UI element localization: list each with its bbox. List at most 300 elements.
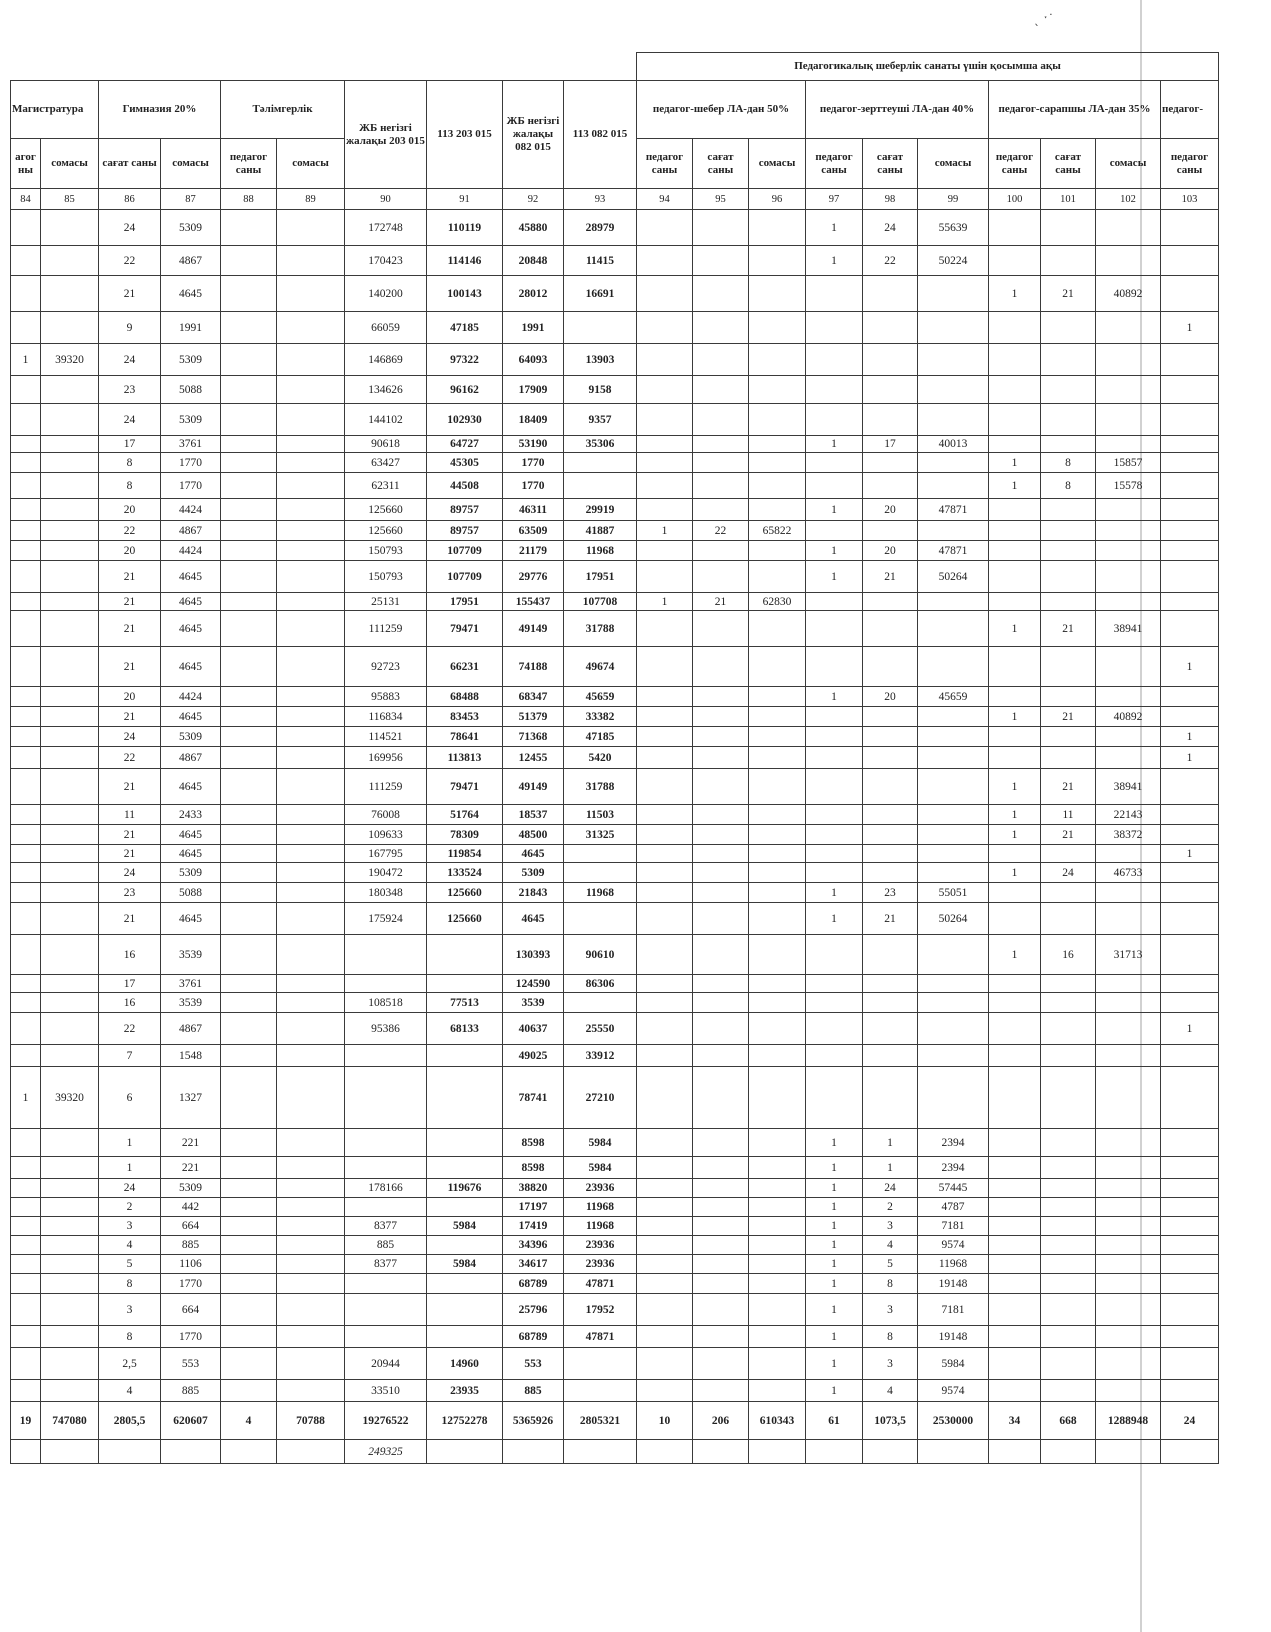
empty-cell xyxy=(806,1440,863,1464)
total-cell: 206 xyxy=(693,1402,749,1440)
table-cell xyxy=(1041,312,1096,344)
table-cell: 62311 xyxy=(345,473,427,499)
table-cell: 23935 xyxy=(427,1380,503,1402)
table-cell: 8 xyxy=(863,1274,918,1294)
table-cell xyxy=(1096,647,1161,687)
table-cell: 21 xyxy=(1041,276,1096,312)
table-cell xyxy=(1161,1294,1219,1326)
table-cell xyxy=(749,344,806,376)
table-cell xyxy=(277,769,345,805)
table-cell xyxy=(749,845,806,863)
table-cell xyxy=(221,747,277,769)
sub-somasy: сомасы xyxy=(41,139,99,189)
table-cell xyxy=(806,376,863,404)
total-cell: 12752278 xyxy=(427,1402,503,1440)
table-cell xyxy=(693,935,749,975)
table-cell xyxy=(749,1045,806,1067)
table-cell xyxy=(1096,210,1161,246)
table-cell: 46311 xyxy=(503,499,564,521)
table-cell: 77513 xyxy=(427,993,503,1013)
table-cell: 21 xyxy=(1041,769,1096,805)
table-cell xyxy=(806,935,863,975)
table-cell xyxy=(918,975,989,993)
total-cell: 61 xyxy=(806,1402,863,1440)
table-cell xyxy=(637,436,693,453)
table-cell xyxy=(749,499,806,521)
table-cell xyxy=(749,312,806,344)
table-cell: 24 xyxy=(99,344,161,376)
table-cell xyxy=(1096,1198,1161,1217)
table-cell xyxy=(989,376,1041,404)
table-cell xyxy=(277,593,345,611)
table-cell: 1 xyxy=(637,521,693,541)
table-cell xyxy=(1041,1255,1096,1274)
table-cell xyxy=(277,805,345,825)
table-cell xyxy=(806,593,863,611)
table-row xyxy=(11,210,1219,246)
table-cell: 4645 xyxy=(161,276,221,312)
table-cell xyxy=(11,1348,41,1380)
table-cell: 1 xyxy=(11,1067,41,1129)
column-number: 98 xyxy=(863,189,918,210)
table-cell xyxy=(806,993,863,1013)
table-cell xyxy=(693,376,749,404)
table-cell xyxy=(221,975,277,993)
table-cell: 114146 xyxy=(427,246,503,276)
table-cell xyxy=(221,687,277,707)
table-cell: 885 xyxy=(161,1236,221,1255)
table-cell: 1 xyxy=(806,1129,863,1157)
table-cell xyxy=(1096,1326,1161,1348)
table-cell xyxy=(693,473,749,499)
table-cell: 190472 xyxy=(345,863,427,883)
header-zertteushi: педагог-зерттеуші ЛА-дан 40% xyxy=(806,81,989,139)
table-cell xyxy=(277,825,345,845)
table-cell: 125660 xyxy=(345,499,427,521)
table-cell xyxy=(918,453,989,473)
table-cell xyxy=(749,805,806,825)
table-cell: 1 xyxy=(863,1157,918,1179)
table-cell xyxy=(11,1217,41,1236)
table-cell xyxy=(637,1013,693,1045)
table-cell xyxy=(749,1274,806,1294)
table-cell xyxy=(693,1294,749,1326)
table-row xyxy=(11,1013,1219,1045)
table-cell: 9574 xyxy=(918,1380,989,1402)
table-cell xyxy=(693,707,749,727)
table-cell: 21 xyxy=(99,276,161,312)
total-cell: 70788 xyxy=(277,1402,345,1440)
table-cell: 22 xyxy=(99,521,161,541)
table-cell xyxy=(693,276,749,312)
table-cell xyxy=(41,727,99,747)
sub-somasy: сомасы xyxy=(749,139,806,189)
table-cell xyxy=(1041,593,1096,611)
table-cell xyxy=(693,747,749,769)
table-cell: 102930 xyxy=(427,404,503,436)
table-cell xyxy=(564,453,637,473)
table-row xyxy=(11,647,1219,687)
table-cell: 5309 xyxy=(161,344,221,376)
table-cell: 4645 xyxy=(503,903,564,935)
table-cell xyxy=(41,404,99,436)
table-row xyxy=(11,1380,1219,1402)
table-cell xyxy=(749,210,806,246)
table-cell xyxy=(989,1380,1041,1402)
table-cell xyxy=(221,647,277,687)
table-cell xyxy=(277,453,345,473)
table-cell xyxy=(564,312,637,344)
table-cell: 21 xyxy=(1041,707,1096,727)
table-cell xyxy=(11,845,41,863)
table-cell xyxy=(637,541,693,561)
table-cell: 24 xyxy=(99,404,161,436)
table-cell xyxy=(806,647,863,687)
table-cell xyxy=(41,1348,99,1380)
table-cell: 1 xyxy=(1161,845,1219,863)
table-cell: 1 xyxy=(806,1217,863,1236)
table-cell xyxy=(863,647,918,687)
table-cell: 17951 xyxy=(564,561,637,593)
table-cell xyxy=(806,805,863,825)
table-cell xyxy=(637,1217,693,1236)
sub-pedagog: педагог саны xyxy=(989,139,1041,189)
table-cell xyxy=(1161,473,1219,499)
table-cell xyxy=(1096,687,1161,707)
table-cell xyxy=(989,1274,1041,1294)
table-cell xyxy=(41,1255,99,1274)
table-cell xyxy=(277,1274,345,1294)
table-cell: 1991 xyxy=(161,312,221,344)
table-cell xyxy=(749,1380,806,1402)
table-cell xyxy=(427,1274,503,1294)
header-sarapshy: педагог-сарапшы ЛА-дан 35% xyxy=(989,81,1161,139)
empty-cell xyxy=(99,1440,161,1464)
table-cell xyxy=(41,593,99,611)
table-cell xyxy=(221,1274,277,1294)
table-cell: 885 xyxy=(345,1236,427,1255)
table-cell xyxy=(427,1326,503,1348)
table-cell: 47871 xyxy=(564,1274,637,1294)
table-cell xyxy=(693,727,749,747)
table-cell xyxy=(1041,727,1096,747)
table-cell: 25796 xyxy=(503,1294,564,1326)
table-cell xyxy=(221,210,277,246)
table-cell xyxy=(918,611,989,647)
table-cell: 34617 xyxy=(503,1255,564,1274)
table-cell xyxy=(564,1348,637,1380)
empty-cell xyxy=(41,1440,99,1464)
table-cell xyxy=(221,805,277,825)
table-cell xyxy=(11,404,41,436)
table-cell: 21 xyxy=(1041,611,1096,647)
table-cell xyxy=(806,404,863,436)
table-cell xyxy=(277,883,345,903)
table-cell xyxy=(1041,436,1096,453)
table-cell: 150793 xyxy=(345,541,427,561)
table-cell xyxy=(637,747,693,769)
table-row xyxy=(11,727,1219,747)
table-cell: 8 xyxy=(1041,473,1096,499)
table-cell xyxy=(863,825,918,845)
table-cell xyxy=(11,647,41,687)
table-cell: 108518 xyxy=(345,993,427,1013)
table-row xyxy=(11,863,1219,883)
table-cell xyxy=(989,312,1041,344)
empty-cell xyxy=(161,1440,221,1464)
table-cell: 9 xyxy=(99,312,161,344)
table-cell: 4867 xyxy=(161,521,221,541)
table-cell: 79471 xyxy=(427,611,503,647)
table-cell xyxy=(11,1326,41,1348)
table-cell xyxy=(989,1067,1041,1129)
table-cell xyxy=(806,707,863,727)
table-cell xyxy=(749,1157,806,1179)
table-cell: 68347 xyxy=(503,687,564,707)
table-cell: 146869 xyxy=(345,344,427,376)
table-cell: 4 xyxy=(863,1236,918,1255)
empty-cell xyxy=(989,1440,1041,1464)
table-cell xyxy=(693,1348,749,1380)
table-cell xyxy=(277,473,345,499)
table-cell xyxy=(277,1179,345,1198)
sub-somasy: сомасы xyxy=(918,139,989,189)
table-cell: 49149 xyxy=(503,611,564,647)
table-cell xyxy=(806,453,863,473)
table-cell xyxy=(863,707,918,727)
table-cell: 16 xyxy=(99,993,161,1013)
table-cell xyxy=(221,993,277,1013)
table-cell: 1 xyxy=(989,611,1041,647)
table-cell xyxy=(749,1198,806,1217)
header-gimnaziya: Гимназия 20% xyxy=(99,81,221,139)
table-cell xyxy=(637,687,693,707)
table-cell: 1 xyxy=(806,1348,863,1380)
table-cell xyxy=(1161,521,1219,541)
table-cell xyxy=(221,344,277,376)
table-cell: 4424 xyxy=(161,499,221,521)
table-cell: 51764 xyxy=(427,805,503,825)
header-magistratura: Магистратура xyxy=(11,81,99,139)
table-cell: 119676 xyxy=(427,1179,503,1198)
table-cell xyxy=(41,883,99,903)
table-cell xyxy=(1041,521,1096,541)
table-cell xyxy=(1096,436,1161,453)
table-cell xyxy=(1041,1157,1096,1179)
total-cell: 19276522 xyxy=(345,1402,427,1440)
table-cell: 22 xyxy=(99,747,161,769)
table-cell: 175924 xyxy=(345,903,427,935)
table-cell xyxy=(345,1326,427,1348)
table-cell: 23 xyxy=(99,376,161,404)
empty-cell xyxy=(221,1440,277,1464)
table-cell xyxy=(41,863,99,883)
table-cell: 1 xyxy=(806,1157,863,1179)
table-cell xyxy=(806,747,863,769)
table-cell xyxy=(1161,903,1219,935)
table-cell xyxy=(1041,404,1096,436)
table-cell: 1 xyxy=(989,825,1041,845)
table-cell xyxy=(637,473,693,499)
table-cell xyxy=(1041,210,1096,246)
table-cell: 21 xyxy=(99,561,161,593)
table-cell: 49674 xyxy=(564,647,637,687)
table-cell: 25550 xyxy=(564,1013,637,1045)
table-cell: 664 xyxy=(161,1217,221,1236)
table-cell xyxy=(989,903,1041,935)
table-cell xyxy=(806,521,863,541)
table-cell xyxy=(11,593,41,611)
table-cell xyxy=(11,1380,41,1402)
table-cell xyxy=(1161,1157,1219,1179)
table-cell: 3 xyxy=(863,1217,918,1236)
table-cell: 1 xyxy=(806,1198,863,1217)
table-cell xyxy=(11,993,41,1013)
table-cell xyxy=(427,935,503,975)
table-cell xyxy=(693,805,749,825)
table-cell: 9357 xyxy=(564,404,637,436)
table-cell xyxy=(918,845,989,863)
table-cell: 18537 xyxy=(503,805,564,825)
table-cell xyxy=(277,210,345,246)
table-cell xyxy=(345,935,427,975)
table-cell: 155437 xyxy=(503,593,564,611)
column-number: 84 xyxy=(11,189,41,210)
table-cell: 24 xyxy=(99,1179,161,1198)
table-cell xyxy=(277,1255,345,1274)
table-cell: 50264 xyxy=(918,561,989,593)
table-cell xyxy=(41,747,99,769)
table-cell xyxy=(41,1326,99,1348)
table-cell: 17419 xyxy=(503,1217,564,1236)
table-cell xyxy=(693,903,749,935)
table-cell xyxy=(41,1179,99,1198)
column-number: 101 xyxy=(1041,189,1096,210)
table-cell xyxy=(637,1326,693,1348)
table-cell: 17 xyxy=(99,436,161,453)
table-cell xyxy=(1161,1255,1219,1274)
table-cell: 7 xyxy=(99,1045,161,1067)
table-cell xyxy=(863,975,918,993)
table-row xyxy=(11,1179,1219,1198)
table-cell xyxy=(1096,1380,1161,1402)
table-cell xyxy=(41,687,99,707)
table-cell: 23 xyxy=(99,883,161,903)
sub-sagat: сағат саны xyxy=(863,139,918,189)
table-cell: 16 xyxy=(99,935,161,975)
table-cell xyxy=(41,1236,99,1255)
table-cell xyxy=(918,344,989,376)
table-cell xyxy=(277,1129,345,1157)
table-cell xyxy=(221,935,277,975)
table-cell xyxy=(41,1274,99,1294)
table-cell: 4 xyxy=(863,1380,918,1402)
table-cell xyxy=(1041,1274,1096,1294)
table-cell: 3761 xyxy=(161,975,221,993)
table-cell xyxy=(749,1129,806,1157)
table-cell: 4645 xyxy=(161,769,221,805)
table-cell: 9158 xyxy=(564,376,637,404)
table-cell xyxy=(863,805,918,825)
table-cell: 13903 xyxy=(564,344,637,376)
extra-note: 249325 xyxy=(345,1440,427,1464)
table-cell xyxy=(41,769,99,805)
table-cell: 3539 xyxy=(503,993,564,1013)
table-cell: 95883 xyxy=(345,687,427,707)
table-cell xyxy=(637,1045,693,1067)
table-cell: 29776 xyxy=(503,561,564,593)
table-cell xyxy=(11,769,41,805)
table-cell xyxy=(637,1157,693,1179)
table-cell: 5309 xyxy=(161,1179,221,1198)
table-cell xyxy=(863,1045,918,1067)
table-cell: 68133 xyxy=(427,1013,503,1045)
table-cell: 21179 xyxy=(503,541,564,561)
table-row xyxy=(11,769,1219,805)
table-cell xyxy=(564,863,637,883)
table-cell xyxy=(221,1217,277,1236)
table-cell xyxy=(989,1013,1041,1045)
table-cell: 17 xyxy=(99,975,161,993)
table-cell: 57445 xyxy=(918,1179,989,1198)
table-cell xyxy=(1041,1013,1096,1045)
table-row xyxy=(11,376,1219,404)
table-cell: 4645 xyxy=(161,707,221,727)
table-cell xyxy=(427,1129,503,1157)
table-cell xyxy=(637,404,693,436)
table-cell: 1 xyxy=(637,593,693,611)
table-cell xyxy=(1041,561,1096,593)
table-cell: 4424 xyxy=(161,687,221,707)
table-cell xyxy=(693,1255,749,1274)
table-cell: 23936 xyxy=(564,1236,637,1255)
table-cell xyxy=(221,1294,277,1326)
table-cell xyxy=(863,769,918,805)
table-cell xyxy=(749,611,806,647)
table-cell xyxy=(693,344,749,376)
table-cell xyxy=(989,975,1041,993)
table-cell xyxy=(693,312,749,344)
table-cell: 17909 xyxy=(503,376,564,404)
table-cell xyxy=(1161,863,1219,883)
table-cell xyxy=(637,863,693,883)
table-cell xyxy=(1161,344,1219,376)
note-row xyxy=(11,1440,1219,1464)
table-cell: 21 xyxy=(863,561,918,593)
table-cell xyxy=(1161,499,1219,521)
table-cell xyxy=(345,1198,427,1217)
table-cell xyxy=(989,1255,1041,1274)
table-cell: 4787 xyxy=(918,1198,989,1217)
table-cell xyxy=(863,404,918,436)
table-cell: 8598 xyxy=(503,1157,564,1179)
table-cell: 5309 xyxy=(161,404,221,436)
table-cell xyxy=(345,1274,427,1294)
table-cell: 4645 xyxy=(161,825,221,845)
table-cell xyxy=(1096,1013,1161,1045)
table-cell xyxy=(221,1013,277,1045)
table-cell xyxy=(989,1294,1041,1326)
table-row xyxy=(11,561,1219,593)
table-cell xyxy=(693,1013,749,1045)
table-cell: 22143 xyxy=(1096,805,1161,825)
header-group-title: Педагогикалық шеберлік санаты үшін қосымша ақы xyxy=(637,53,1219,81)
table-cell xyxy=(637,453,693,473)
table-cell xyxy=(221,727,277,747)
table-cell: 4 xyxy=(99,1380,161,1402)
table-cell xyxy=(918,747,989,769)
table-cell xyxy=(11,883,41,903)
